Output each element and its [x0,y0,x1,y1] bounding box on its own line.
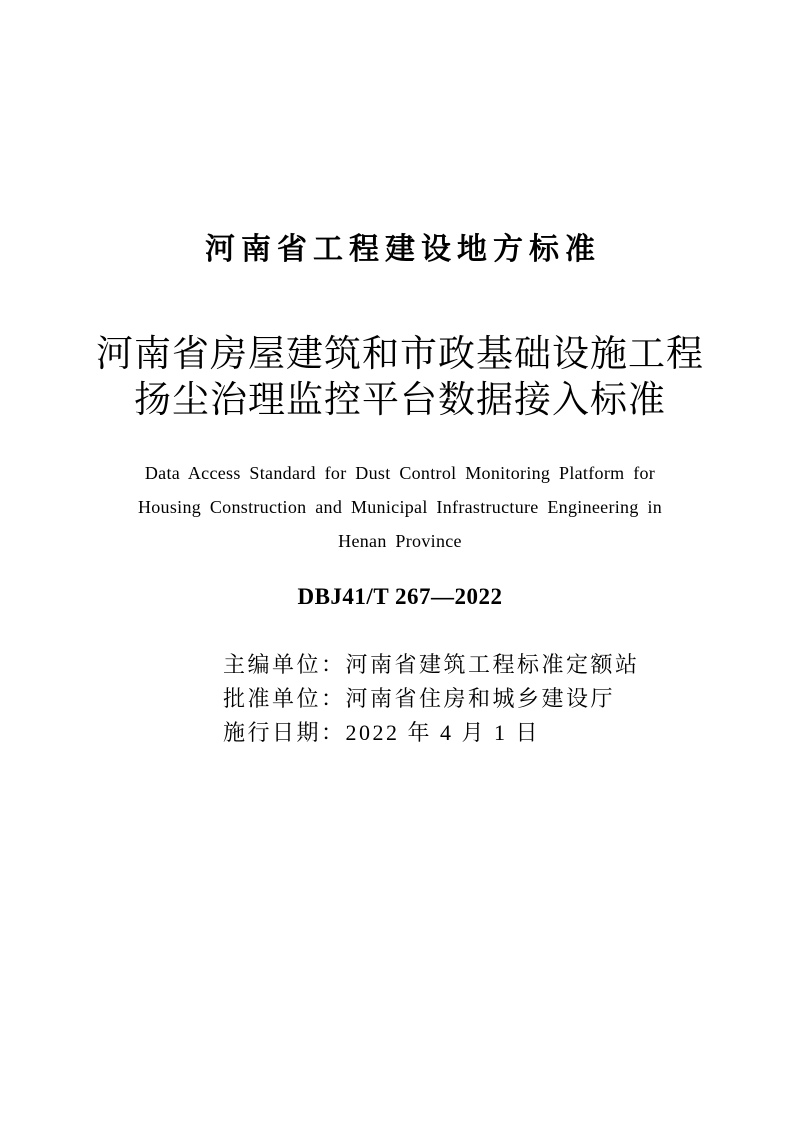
title-en-line-1: Data Access Standard for Dust Control Monitoring Platform for [144,463,656,483]
standard-number: DBJ41/T 267—2022 [297,584,503,609]
effective-date-value: 2022 年 4 月 1 日 [345,720,541,745]
title-cn-line-1: 河南省房屋建筑和市政基础设施工程 [96,334,704,375]
series-label: 河南省工程建设地方标准 [205,233,601,266]
approval-unit-value: 河南省住房和城乡建设厅 [345,686,616,711]
chief-editor-line [223,648,640,682]
document-title-en [100,456,700,558]
title-cn-line-2: 扬尘治理监控平台数据接入标准 [134,380,666,421]
publication-info [223,648,640,750]
approval-unit-line [223,682,640,716]
effective-date-label: 施行日期： [223,720,346,745]
title-en-line-3: Henan Province [338,531,462,551]
chief-editor-value: 河南省建筑工程标准定额站 [345,652,640,677]
document-title-cn [0,332,800,424]
effective-date-line [223,716,640,750]
title-en-line-2: Housing Construction and Municipal Infrastructure Engineering in [137,497,663,517]
chief-editor-label: 主编单位： [223,652,346,677]
approval-unit-label: 批准单位： [223,686,346,711]
